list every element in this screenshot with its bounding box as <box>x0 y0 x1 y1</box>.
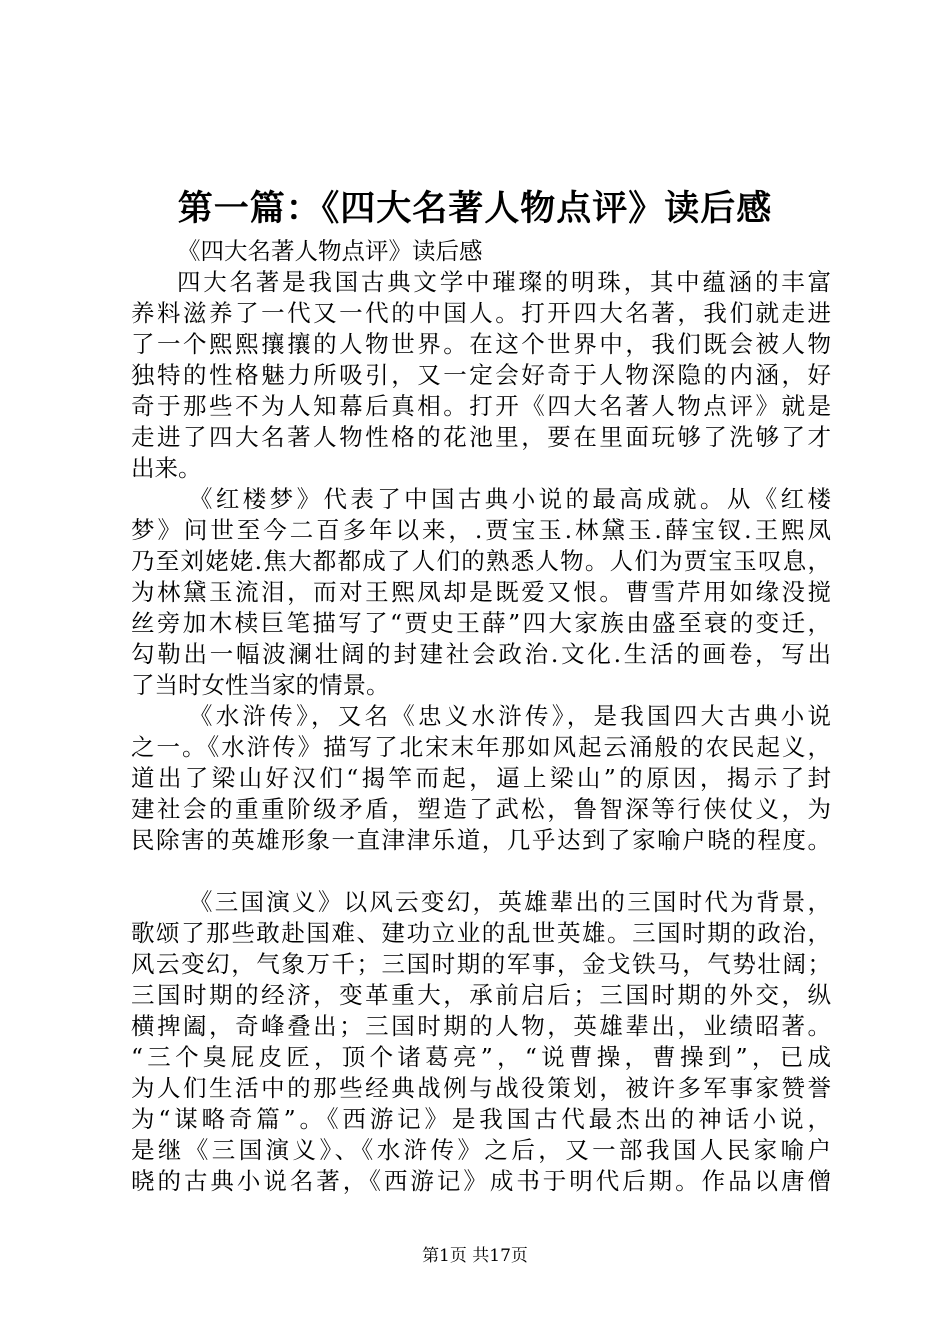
page-footer: 第1页 共17页 <box>422 1246 528 1266</box>
document-subtitle: 《四大名著人物点评》读后感 <box>177 237 483 265</box>
paragraph-line: 之一。《水浒传》描写了北宋末年那如风起云涌般的农民起义， <box>131 733 831 761</box>
paragraph-line: 《水浒传》，又名《忠义水浒传》，是我国四大古典小说 <box>189 702 831 730</box>
paragraph-line: 养料滋养了一代又一代的中国人。打开四大名著，我们就走进 <box>131 299 831 327</box>
paragraph-line: 四大名著是我国古典文学中璀璨的明珠，其中蕴涵的丰富 <box>177 268 831 296</box>
paragraph-line: 勾勒出一幅波澜壮阔的封建社会政治.文化.生活的画卷，写出 <box>131 640 831 668</box>
paragraph-line: 独特的性格魅力所吸引，又一定会好奇于人物深隐的内涵，好 <box>131 361 831 389</box>
paragraph-line: 《红楼梦》代表了中国古典小说的最高成就。从《红楼 <box>189 485 831 513</box>
paragraph-line: 建社会的重重阶级矛盾，塑造了武松，鲁智深等行侠仗义，为 <box>131 795 831 823</box>
paragraph-line: 丝旁加木椟巨笔描写了“贾史王薛”四大家族由盛至衰的变迁， <box>131 609 831 637</box>
document-body <box>131 236 831 1197</box>
paragraph-line: 三国时期的经济，变革重大，承前启后；三国时期的外交，纵 <box>131 981 831 1009</box>
paragraph-line: 歌颂了那些敢赴国难、建功立业的乱世英雄。三国时期的政治， <box>131 919 831 947</box>
page-title: 第一篇：《四大名著人物点评》读后感 <box>177 188 773 229</box>
paragraph-line: 《三国演义》以风云变幻，英雄辈出的三国时代为背景， <box>189 888 831 916</box>
paragraph-spacer <box>131 856 831 887</box>
paragraph-line: 为林黛玉流泪，而对王熙凤却是既爱又恨。曹雪芹用如缘没搅 <box>131 578 831 606</box>
paragraph-line: 了一个熙熙攘攘的人物世界。在这个世界中，我们既会被人物 <box>131 330 831 358</box>
paragraph-line: “三个臭屁皮匠，顶个诸葛亮”，“说曹操，曹操到”，已成 <box>131 1043 831 1071</box>
paragraph-line: 横捭阖，奇峰叠出；三国时期的人物，英雄辈出，业绩昭著。 <box>131 1012 831 1040</box>
paragraph-line: 为人们生活中的那些经典战例与战役策划，被许多军事家赞誉 <box>131 1074 831 1102</box>
paragraph-line: 风云变幻，气象万千；三国时期的军事，金戈铁马，气势壮阔； <box>131 950 831 978</box>
paragraph-line: 出来。 <box>131 454 202 482</box>
paragraph-line: 道出了梁山好汉们“揭竿而起，逼上梁山”的原因，揭示了封 <box>131 764 831 792</box>
paragraph-line: 乃至刘姥姥.焦大都都成了人们的熟悉人物。人们为贾宝玉叹息， <box>131 547 831 575</box>
paragraph-line: 晓的古典小说名著，《西游记》成书于明代后期。作品以唐僧 <box>131 1167 831 1195</box>
paragraph-line: 奇于那些不为人知幕后真相。打开《四大名著人物点评》就是 <box>131 392 831 420</box>
paragraph-line: 梦》问世至今二百多年以来，.贾宝玉.林黛玉.薛宝钗.王熙凤 <box>131 516 831 544</box>
paragraph-line: 为“谋略奇篇”。《西游记》是我国古代最杰出的神话小说， <box>131 1105 831 1133</box>
paragraph-line: 民除害的英雄形象一直津津乐道，几乎达到了家喻户晓的程度。 <box>131 826 831 854</box>
paragraph-line: 走进了四大名著人物性格的花池里，要在里面玩够了洗够了才 <box>131 423 831 451</box>
paragraph-line: 是继《三国演义》、《水浒传》之后，又一部我国人民家喻户 <box>131 1136 831 1164</box>
paragraph-line: 了当时女性当家的情景。 <box>131 671 390 699</box>
